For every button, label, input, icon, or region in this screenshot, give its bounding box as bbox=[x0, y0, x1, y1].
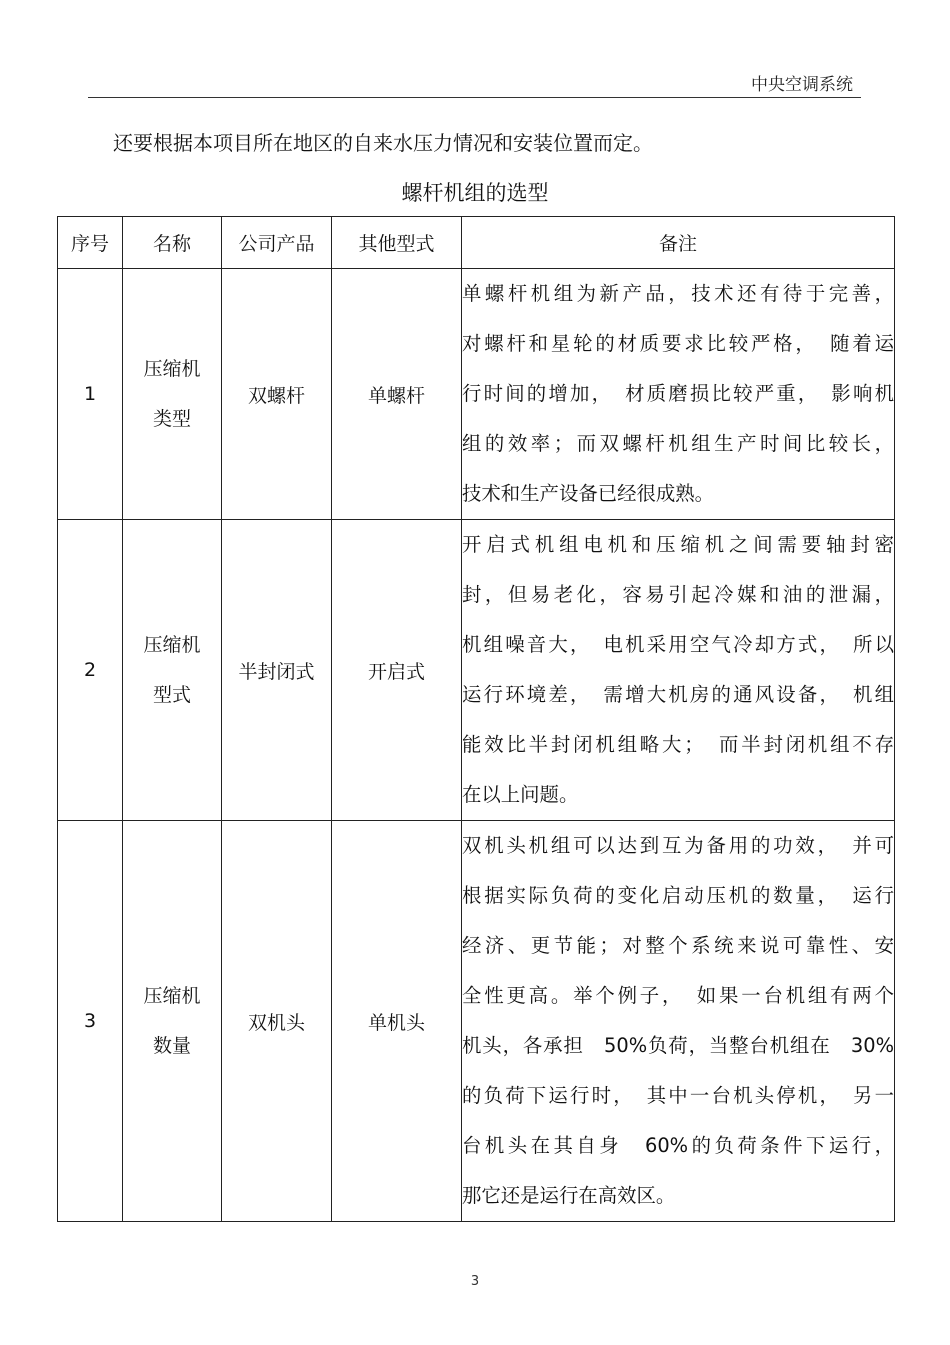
row-company-product: 双螺杆 bbox=[222, 269, 332, 520]
remarks-line: 全性更高。举个例子， 如果一台机组有两个 bbox=[462, 984, 894, 1007]
row-other-type: 开启式 bbox=[332, 520, 462, 821]
header-rule bbox=[88, 97, 861, 98]
page-number: 3 bbox=[470, 1274, 480, 1289]
row-other-type: 单机头 bbox=[332, 821, 462, 1222]
row-name-line: 数量 bbox=[152, 1035, 191, 1057]
row-remarks bbox=[462, 269, 895, 520]
row-name bbox=[123, 520, 222, 821]
table-title: 螺杆机组的选型 bbox=[401, 181, 549, 205]
remarks-line: 对螺杆和星轮的材质要求比较严格， 随着运 bbox=[462, 332, 894, 355]
remarks-line: 那它还是运行在高效区。 bbox=[462, 1184, 676, 1207]
table-row bbox=[58, 520, 895, 821]
remarks-line: 开启式机组电机和压缩机之间需要轴封密 bbox=[462, 533, 894, 556]
row-name-line: 压缩机 bbox=[143, 634, 201, 656]
remarks-line: 双机头机组可以达到互为备用的功效， 并可 bbox=[462, 834, 894, 857]
row-name-line: 压缩机 bbox=[143, 358, 201, 380]
selection-table bbox=[57, 216, 895, 1222]
row-number: 1 bbox=[58, 269, 123, 520]
remarks-line: 根据实际负荷的变化启动压机的数量， 运行 bbox=[462, 884, 894, 907]
row-name-line: 类型 bbox=[152, 408, 191, 430]
remarks-line: 单螺杆机组为新产品，技术还有待于完善， bbox=[462, 282, 894, 305]
table-row bbox=[58, 269, 895, 520]
remarks-line: 台机头在其自身 60%的负荷条件下运行， bbox=[462, 1134, 894, 1157]
running-header: 中央空调系统 bbox=[751, 75, 853, 95]
col-header-name: 名称 bbox=[123, 217, 222, 269]
remarks-line: 组的效率；而双螺杆机组生产时间比较长， bbox=[462, 432, 894, 455]
remarks-line: 在以上问题。 bbox=[462, 783, 579, 806]
col-header-other-type: 其他型式 bbox=[332, 217, 462, 269]
intro-paragraph: 还要根据本项目所在地区的自来水压力情况和安装位置而定。 bbox=[113, 131, 653, 155]
remarks-line: 机组噪音大， 电机采用空气冷却方式， 所以 bbox=[462, 633, 894, 656]
col-header-company-product: 公司产品 bbox=[222, 217, 332, 269]
remarks-line: 机头，各承担 50%负荷，当整台机组在 30% bbox=[462, 1034, 894, 1057]
row-remarks bbox=[462, 520, 895, 821]
row-other-type: 单螺杆 bbox=[332, 269, 462, 520]
row-name-line: 压缩机 bbox=[143, 985, 201, 1007]
remarks-line: 能效比半封闭机组略大； 而半封闭机组不存 bbox=[462, 733, 894, 756]
remarks-line: 封，但易老化，容易引起冷媒和油的泄漏， bbox=[462, 583, 894, 606]
remarks-line: 的负荷下运行时， 其中一台机头停机， 另一 bbox=[462, 1084, 894, 1107]
col-header-number: 序号 bbox=[58, 217, 123, 269]
table-header-row bbox=[58, 217, 895, 269]
row-name bbox=[123, 821, 222, 1222]
remarks-line: 运行环境差， 需增大机房的通风设备， 机组 bbox=[462, 683, 894, 706]
remarks-line: 经济、更节能；对整个系统来说可靠性、安 bbox=[462, 934, 894, 957]
table-row bbox=[58, 821, 895, 1222]
row-company-product: 双机头 bbox=[222, 821, 332, 1222]
remarks-line: 行时间的增加， 材质磨损比较严重， 影响机 bbox=[462, 382, 894, 405]
remarks-line: 技术和生产设备已经很成熟。 bbox=[462, 482, 715, 505]
row-number: 2 bbox=[58, 520, 123, 821]
row-remarks bbox=[462, 821, 895, 1222]
row-name-line: 型式 bbox=[152, 684, 191, 706]
row-company-product: 半封闭式 bbox=[222, 520, 332, 821]
row-name bbox=[123, 269, 222, 520]
row-number: 3 bbox=[58, 821, 123, 1222]
col-header-remarks: 备注 bbox=[462, 217, 895, 269]
